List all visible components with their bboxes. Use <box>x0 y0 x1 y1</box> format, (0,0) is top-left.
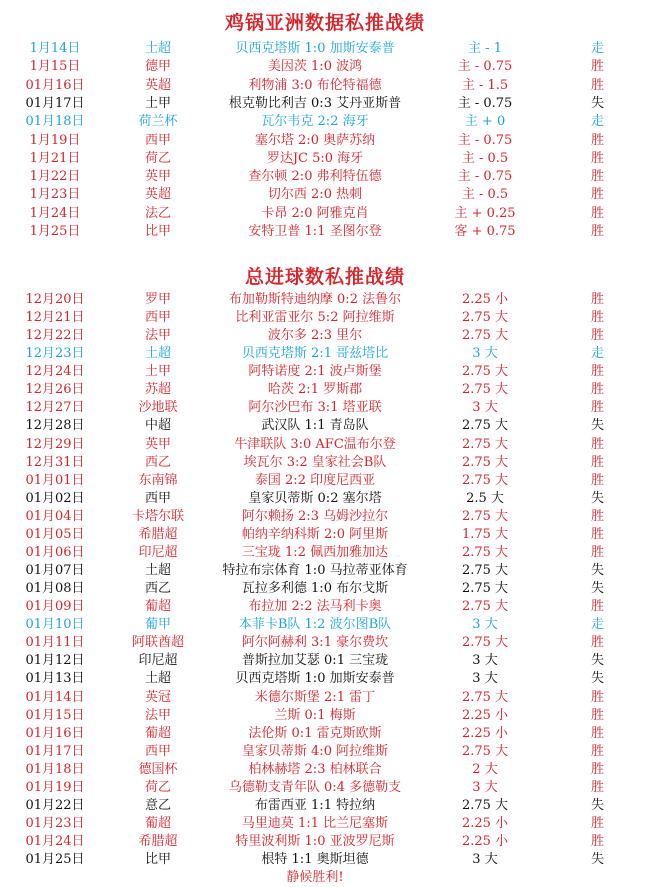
row-match: 阿尔赖扬 2:3 乌姆沙拉尔 <box>241 508 389 524</box>
row-date: 01月17日 <box>25 743 85 759</box>
row-league: 法乙 <box>144 205 171 221</box>
row-line: 2.25 小 <box>461 725 509 741</box>
row-date: 12月28日 <box>25 418 85 434</box>
row-line: 主 - 0.75 <box>457 59 513 75</box>
row-league: 希腊超 <box>138 526 178 542</box>
row-line: 客 + 0.75 <box>454 224 516 239</box>
row-league: 土超 <box>144 41 171 56</box>
row-match: 本菲卡B队 1:2 波尔图B队 <box>238 617 392 633</box>
row-league: 土甲 <box>144 95 171 111</box>
row-line: 主 - 0.75 <box>457 132 513 148</box>
row-league: 土超 <box>144 346 171 362</box>
row-result: 失 <box>590 418 604 434</box>
row-match: 特拉布宗体育 1:0 马拉蒂亚体育 <box>222 563 408 579</box>
row-result: 失 <box>590 563 604 579</box>
row-result: 胜 <box>590 834 604 850</box>
row-match: 阿尔沙巴布 3:1 塔亚联 <box>248 400 382 416</box>
row-line: 3 大 <box>472 779 498 795</box>
table-row <box>0 345 650 363</box>
row-match: 泰国 2:2 印度尼西亚 <box>254 472 376 488</box>
row-match: 卡昂 2:0 阿雅克肖 <box>261 205 369 221</box>
row-date: 12月23日 <box>25 346 85 362</box>
row-league: 西甲 <box>144 310 171 326</box>
row-date: 01月22日 <box>25 797 85 813</box>
row-date: 01月18日 <box>25 761 85 777</box>
row-date: 01月06日 <box>25 544 85 560</box>
row-match: 利物浦 3:0 布伦特福德 <box>248 77 382 93</box>
row-line: 2.75 大 <box>461 797 509 813</box>
row-league: 西乙 <box>144 581 171 597</box>
row-line: 2.25 小 <box>461 834 509 850</box>
row-result: 失 <box>590 671 604 687</box>
row-result: 胜 <box>590 205 604 221</box>
row-match: 兰斯 0:1 梅斯 <box>274 707 356 723</box>
row-date: 01月11日 <box>25 635 85 651</box>
row-line: 3 大 <box>472 671 498 687</box>
row-date: 1月19日 <box>29 132 81 148</box>
row-result: 胜 <box>590 725 604 741</box>
table-row <box>0 205 650 223</box>
table-row <box>0 526 650 544</box>
row-date: 01月01日 <box>25 472 85 488</box>
table-row <box>0 77 650 95</box>
row-date: 1月23日 <box>29 187 81 203</box>
row-league: 葡超 <box>144 816 171 832</box>
row-league: 西乙 <box>144 454 171 470</box>
table-row <box>0 797 650 815</box>
row-date: 1月15日 <box>29 59 81 75</box>
row-league: 苏超 <box>144 382 171 398</box>
row-line: 3 大 <box>472 852 498 868</box>
row-league: 葡超 <box>144 599 171 615</box>
row-league: 沙地联 <box>138 400 178 416</box>
row-match: 乌德勒支青年队 0:4 多德勒支 <box>228 779 402 795</box>
row-league: 意乙 <box>144 797 171 813</box>
row-line: 2.75 大 <box>461 635 509 651</box>
table-row <box>0 40 650 58</box>
row-date: 01月15日 <box>25 707 85 723</box>
row-date: 01月12日 <box>25 653 85 669</box>
row-line: 2.75 大 <box>461 418 509 434</box>
row-match: 塞尔塔 2:0 奥萨苏纳 <box>254 132 376 148</box>
row-line: 主 - 0.75 <box>457 95 513 111</box>
row-result: 胜 <box>590 508 604 524</box>
row-match: 皇家贝蒂斯 4:0 阿拉维斯 <box>241 743 389 759</box>
row-match: 三宝珑 1:2 佩西加雅加达 <box>241 544 389 560</box>
row-date: 01月17日 <box>25 95 85 111</box>
row-match: 埃瓦尔 3:2 皇家社会B队 <box>243 454 387 470</box>
row-league: 西甲 <box>144 490 171 506</box>
row-match: 马里迪莫 1:1 比兰尼塞斯 <box>241 816 389 832</box>
row-league: 印尼超 <box>138 544 178 560</box>
row-result: 胜 <box>590 150 604 166</box>
row-match: 瓦拉多利德 1:0 布尔戈斯 <box>241 581 389 597</box>
row-line: 2.75 大 <box>461 581 509 597</box>
row-date: 1月22日 <box>29 169 81 185</box>
row-match: 阿尔阿赫利 3:1 豪尔费坎 <box>241 635 389 651</box>
table-row <box>0 508 650 526</box>
row-match: 皇家贝蒂斯 0:2 塞尔塔 <box>248 490 382 506</box>
table-row <box>0 223 650 241</box>
row-line: 主 - 1 <box>468 41 502 56</box>
row-result: 胜 <box>590 526 604 542</box>
row-result: 胜 <box>590 544 604 560</box>
row-match: 波尔多 2:3 里尔 <box>267 328 363 344</box>
row-line: 2.75 大 <box>461 544 509 560</box>
table-row <box>0 381 650 399</box>
row-result: 胜 <box>590 310 604 326</box>
table-row <box>0 309 650 327</box>
row-match: 罗达JC 5:0 海牙 <box>266 150 364 166</box>
row-match: 布雷西亚 1:1 特拉纳 <box>254 797 376 813</box>
row-league: 德甲 <box>144 59 171 75</box>
row-result: 胜 <box>590 599 604 615</box>
row-result: 失 <box>590 797 604 813</box>
row-date: 01月14日 <box>25 689 85 705</box>
row-date: 12月20日 <box>25 292 85 307</box>
row-line: 3 大 <box>472 653 498 669</box>
row-date: 12月31日 <box>25 454 85 470</box>
table-row <box>0 634 650 652</box>
row-date: 01月16日 <box>25 77 85 93</box>
row-line: 2.75 大 <box>461 436 509 452</box>
row-result: 胜 <box>590 224 604 239</box>
table-row <box>0 689 650 707</box>
row-league: 东南锦 <box>138 472 178 488</box>
row-match: 柏林赫塔 2:3 柏林联合 <box>248 761 382 777</box>
row-line: 2.75 大 <box>461 454 509 470</box>
row-result: 走 <box>590 346 604 362</box>
total-goals-section-title: 总进球数私推战绩 <box>244 266 405 288</box>
row-line: 2.25 小 <box>461 816 509 832</box>
row-line: 2.75 大 <box>461 382 509 398</box>
table-row <box>0 454 650 472</box>
row-result: 胜 <box>590 707 604 723</box>
handicap-section-title: 鸡锅亚洲数据私推战绩 <box>224 12 425 34</box>
row-line: 3 大 <box>472 400 498 416</box>
row-match: 牛津联队 3:0 AFC温布尔登 <box>234 436 396 452</box>
row-match: 贝西克塔斯 2:1 哥兹塔比 <box>241 346 389 362</box>
table-row <box>0 417 650 435</box>
row-result: 失 <box>590 95 604 111</box>
table-row <box>0 363 650 381</box>
row-line: 主 + 0.25 <box>454 205 516 221</box>
row-line: 主 - 0.75 <box>457 169 513 185</box>
row-league: 罗甲 <box>144 292 171 307</box>
row-match: 哈茨 2:1 罗斯郡 <box>267 382 363 398</box>
row-league: 葡超 <box>144 725 171 741</box>
row-league: 英冠 <box>144 689 171 705</box>
table-row <box>0 779 650 797</box>
row-league: 荷兰杯 <box>138 114 178 130</box>
row-date: 1月25日 <box>29 224 81 239</box>
footer-slogan: 静候胜利! <box>286 870 344 885</box>
row-result: 胜 <box>590 132 604 148</box>
table-row <box>0 490 650 508</box>
row-result: 胜 <box>590 779 604 795</box>
row-result: 走 <box>590 617 604 633</box>
row-league: 法甲 <box>144 707 171 723</box>
table-row <box>0 815 650 833</box>
row-result: 失 <box>590 852 604 868</box>
row-result: 胜 <box>590 472 604 488</box>
row-line: 2.75 大 <box>461 328 509 344</box>
row-line: 2.75 大 <box>461 310 509 326</box>
row-result: 胜 <box>590 743 604 759</box>
row-match: 贝西克塔斯 1:0 加斯安泰普 <box>235 41 395 56</box>
row-match: 切尔西 2:0 热刺 <box>267 187 363 203</box>
row-result: 胜 <box>590 761 604 777</box>
row-result: 胜 <box>590 364 604 380</box>
table-row <box>0 327 650 345</box>
table-row <box>0 436 650 454</box>
row-result: 胜 <box>590 400 604 416</box>
row-date: 01月10日 <box>25 617 85 633</box>
row-date: 01月18日 <box>25 114 85 130</box>
row-league: 土超 <box>144 671 171 687</box>
row-match: 特里波利斯 1:0 亚波罗尼斯 <box>235 834 395 850</box>
row-date: 01月02日 <box>25 490 85 506</box>
row-line: 2.75 大 <box>461 689 509 705</box>
row-date: 12月22日 <box>25 328 85 344</box>
table-row <box>0 168 650 186</box>
row-line: 2.75 大 <box>461 508 509 524</box>
row-date: 12月27日 <box>25 400 85 416</box>
table-row <box>0 113 650 131</box>
row-league: 卡塔尔联 <box>131 508 184 524</box>
row-league: 荷乙 <box>144 150 171 166</box>
row-line: 2 大 <box>472 761 498 777</box>
table-row <box>0 186 650 204</box>
row-league: 英甲 <box>144 169 171 185</box>
row-match: 法伦斯 0:1 雷克斯欧斯 <box>248 725 382 741</box>
row-match: 瓦尔韦克 2:2 海牙 <box>261 114 369 130</box>
row-league: 葡甲 <box>144 617 171 633</box>
row-league: 土甲 <box>144 364 171 380</box>
row-date: 12月26日 <box>25 382 85 398</box>
row-league: 西甲 <box>144 132 171 148</box>
table-row <box>0 132 650 150</box>
table-row <box>0 150 650 168</box>
row-result: 胜 <box>590 816 604 832</box>
row-date: 01月05日 <box>25 526 85 542</box>
row-match: 米德尔斯堡 2:1 雷丁 <box>254 689 376 705</box>
row-league: 德国杯 <box>138 761 178 777</box>
table-row <box>0 399 650 417</box>
row-date: 01月24日 <box>25 834 85 850</box>
row-line: 2.25 小 <box>461 707 509 723</box>
row-line: 2.75 大 <box>461 599 509 615</box>
table-row <box>0 472 650 490</box>
row-line: 1.75 大 <box>461 526 509 542</box>
row-league: 法甲 <box>144 328 171 344</box>
row-date: 12月21日 <box>25 310 85 326</box>
row-date: 1月24日 <box>29 205 81 221</box>
row-result: 失 <box>590 581 604 597</box>
table-row <box>0 95 650 113</box>
row-date: 1月14日 <box>29 41 81 56</box>
row-match: 根特 1:1 奥斯坦德 <box>261 852 369 868</box>
row-league: 英超 <box>144 187 171 203</box>
row-result: 失 <box>590 490 604 506</box>
row-league: 比甲 <box>144 852 171 868</box>
row-date: 01月08日 <box>25 581 85 597</box>
row-date: 01月25日 <box>25 852 85 868</box>
row-league: 中超 <box>144 418 171 434</box>
row-match: 安特卫普 1:1 圣图尔登 <box>248 224 382 239</box>
table-row <box>0 670 650 688</box>
table-row <box>0 562 650 580</box>
table-row <box>0 58 650 76</box>
row-result: 胜 <box>590 635 604 651</box>
row-league: 英甲 <box>144 436 171 452</box>
row-match: 武汉队 1:1 青岛队 <box>261 418 369 434</box>
row-line: 2.25 小 <box>461 292 509 307</box>
row-date: 01月13日 <box>25 671 85 687</box>
row-line: 主 - 1.5 <box>461 77 509 93</box>
row-date: 01月09日 <box>25 599 85 615</box>
row-line: 3 大 <box>472 346 498 362</box>
row-result: 走 <box>590 41 604 56</box>
row-date: 01月16日 <box>25 725 85 741</box>
row-line: 2.75 大 <box>461 472 509 488</box>
table-row <box>0 707 650 725</box>
table-row <box>0 598 650 616</box>
row-match: 美因茨 1:0 波鸿 <box>267 59 363 75</box>
row-result: 胜 <box>590 328 604 344</box>
row-line: 2.75 大 <box>461 743 509 759</box>
row-league: 西甲 <box>144 743 171 759</box>
row-league: 英超 <box>144 77 171 93</box>
row-line: 2.75 大 <box>461 364 509 380</box>
table-row <box>0 652 650 670</box>
row-match: 布拉加 2:2 法马利卡奥 <box>248 599 382 615</box>
row-line: 3 大 <box>472 617 498 633</box>
row-result: 胜 <box>590 382 604 398</box>
row-date: 1月21日 <box>29 150 81 166</box>
row-line: 主 + 0 <box>464 114 506 130</box>
row-match: 根克勒比利吉 0:3 艾丹亚斯普 <box>228 95 402 111</box>
row-line: 2.75 大 <box>461 563 509 579</box>
table-row <box>0 761 650 779</box>
row-league: 印尼超 <box>138 653 178 669</box>
row-match: 查尔顿 2:0 弗利特伍德 <box>248 169 382 185</box>
row-line: 主 - 0.5 <box>461 150 509 166</box>
row-match: 比利亚雷亚尔 5:2 阿拉维斯 <box>235 310 395 326</box>
table-row <box>0 291 650 309</box>
row-league: 比甲 <box>144 224 171 239</box>
table-row <box>0 544 650 562</box>
row-match: 帕纳辛纳科斯 2:0 阿里斯 <box>241 526 389 542</box>
row-line: 2.5 大 <box>466 490 504 506</box>
table-row <box>0 580 650 598</box>
row-result: 胜 <box>590 187 604 203</box>
row-result: 失 <box>590 653 604 669</box>
row-result: 胜 <box>590 454 604 470</box>
row-result: 胜 <box>590 436 604 452</box>
table-row <box>0 743 650 761</box>
table-row <box>0 725 650 743</box>
row-date: 01月19日 <box>25 779 85 795</box>
row-date: 01月23日 <box>25 816 85 832</box>
row-result: 走 <box>590 114 604 130</box>
row-result: 胜 <box>590 59 604 75</box>
row-match: 贝西克塔斯 1:0 加斯安泰普 <box>235 671 395 687</box>
row-league: 希腊超 <box>138 834 178 850</box>
row-league: 荷乙 <box>144 779 171 795</box>
row-league: 土超 <box>144 563 171 579</box>
row-line: 主 - 0.5 <box>461 187 509 203</box>
table-row <box>0 616 650 634</box>
row-result: 胜 <box>590 292 604 307</box>
row-league: 阿联酋超 <box>131 635 184 651</box>
row-match: 阿特诺度 2:1 波卢斯堡 <box>248 364 382 380</box>
row-date: 12月29日 <box>25 436 85 452</box>
row-result: 胜 <box>590 77 604 93</box>
row-match: 普斯拉加艾瑟 0:1 三宝珑 <box>241 653 389 669</box>
row-date: 01月07日 <box>25 563 85 579</box>
row-match: 布加勒斯特迪纳摩 0:2 法鲁尔 <box>228 292 402 307</box>
row-date: 01月04日 <box>25 508 85 524</box>
row-result: 胜 <box>590 169 604 185</box>
row-result: 胜 <box>590 689 604 705</box>
row-date: 12月24日 <box>25 364 85 380</box>
table-row <box>0 833 650 851</box>
